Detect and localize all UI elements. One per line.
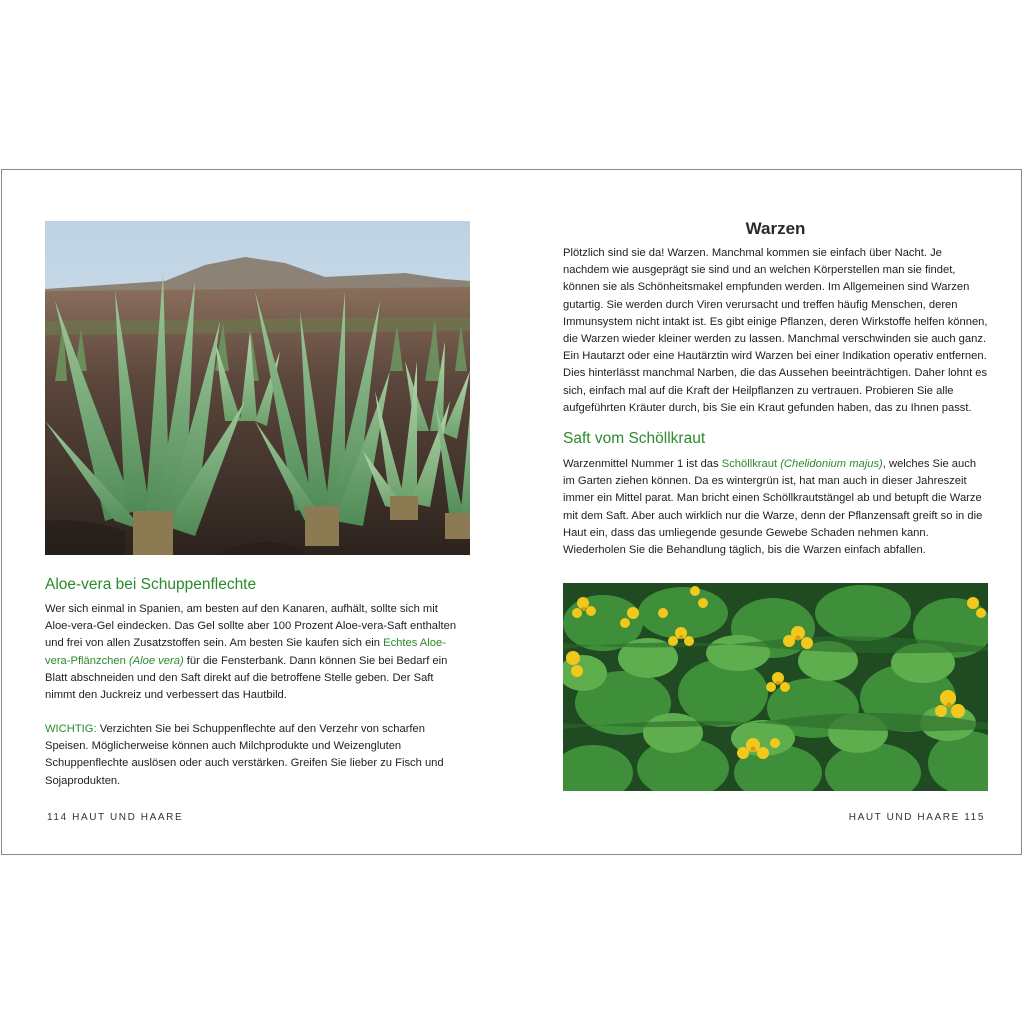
footer-left-page-number: 114 HAUT UND HAARE bbox=[47, 812, 184, 823]
footer-right-page-number: HAUT UND HAARE 115 bbox=[848, 812, 985, 823]
aloe-latin-name: (Aloe vera) bbox=[128, 654, 184, 667]
schoellkraut-plant-name: Schöllkraut bbox=[721, 458, 778, 470]
aloe-vera-paragraph bbox=[45, 601, 457, 704]
aloe-vera-field-photo bbox=[45, 221, 470, 555]
page-title-warzen: Warzen bbox=[745, 219, 806, 238]
wichtig-text: Verzichten Sie bei Schuppenflechte auf den Verzehr von scharfen Speisen. Möglicherweise können auch Milchprodukte und Weizengluten Schuppenflechte auslösen oder auch verstärken. Greifen Sie lieber zu Fisch und Sojaprodukten. bbox=[45, 723, 444, 787]
schoellkraut-rest-text: , welches Sie auch im Garten ziehen können. Da es wintergrün ist, hat man auch in dieser Jahreszeit immer ein Mittel parat. Man bricht einen Schöllkrautstängel ab und betupft die Warze mit dem Saft. Aber auch wirklich nur die Warze, denn der Pflanzensaft greift so in die Haut ein, dass das umliegende gesunde Gewebe Schaden nehmen kann. Wiederholen Sie die Behandlung täglich, bis die Warzen einfach abfallen. bbox=[563, 458, 983, 557]
celandine-plant-photo bbox=[563, 583, 988, 791]
schoellkraut-intro-text: Warzenmittel Nummer 1 ist das bbox=[563, 458, 722, 470]
aloe-plant-name: Echtes Aloe-vera-Pflänzchen bbox=[45, 637, 446, 667]
schoellkraut-paragraph bbox=[563, 456, 988, 559]
book-spread bbox=[1, 169, 1022, 855]
section-title-aloe-vera: Aloe-vera bei Schuppenflechte bbox=[45, 576, 257, 593]
warzen-paragraph: Plötzlich sind sie da! Warzen. Manchmal kommen sie einfach über Nacht. Je nachdem wie ausgeprägt sie sind und an welchen Körperstellen man sie findet, können sie als Schönheitsmakel empfunden werden. Im Allgemeinen sind Warzen gutartig. Sie werden durch Viren verursacht und treffen häufig Menschen, deren Immunsystem nicht intakt ist. Es gibt einige Pflanzen, deren Wirkstoffe helfen können, die Warzen wieder kleiner werden zu lassen. Manchmal verschwinden sie auch ganz. Ein Hautarzt oder eine Hautärztin wird Warzen bei einer Indikation operativ entfernen. Dies hinterlässt manchmal Narben, die das Aussehen beeinträchtigen. Daher lohnt es sich, einfach mal auf die Kraft der Heilpflanzen zu vertrauen. Probieren Sie alle aufgeführten Kräuter durch, bis Sie ein Kraut gefunden haben, das zu Ihnen passt. bbox=[563, 247, 988, 414]
section-title-schoellkraut: Saft vom Schöllkraut bbox=[563, 430, 706, 447]
wichtig-note bbox=[45, 721, 457, 790]
schoellkraut-latin-name: (Chelidonium majus) bbox=[780, 458, 883, 470]
aloe-intro-text: Wer sich einmal in Spanien, am besten auf den Kanaren, aufhält, sollte sich mit Aloe-vera-Gel eindecken. Das Gel sollte aber 100 Prozent Aloe-vera-Saft enthalten und frei von allen Zusatzstoffen sein. Am besten Sie kaufen sich ein bbox=[45, 603, 457, 650]
aloe-rest-text: für die Fensterbank. Dann können Sie bei Bedarf ein Blatt abschneiden und den Saft direkt auf die betroffene Stelle geben. Der Saft nimmt den Juckreiz und verbessert das Hautbild. bbox=[45, 654, 448, 702]
wichtig-label: WICHTIG: bbox=[45, 723, 97, 735]
